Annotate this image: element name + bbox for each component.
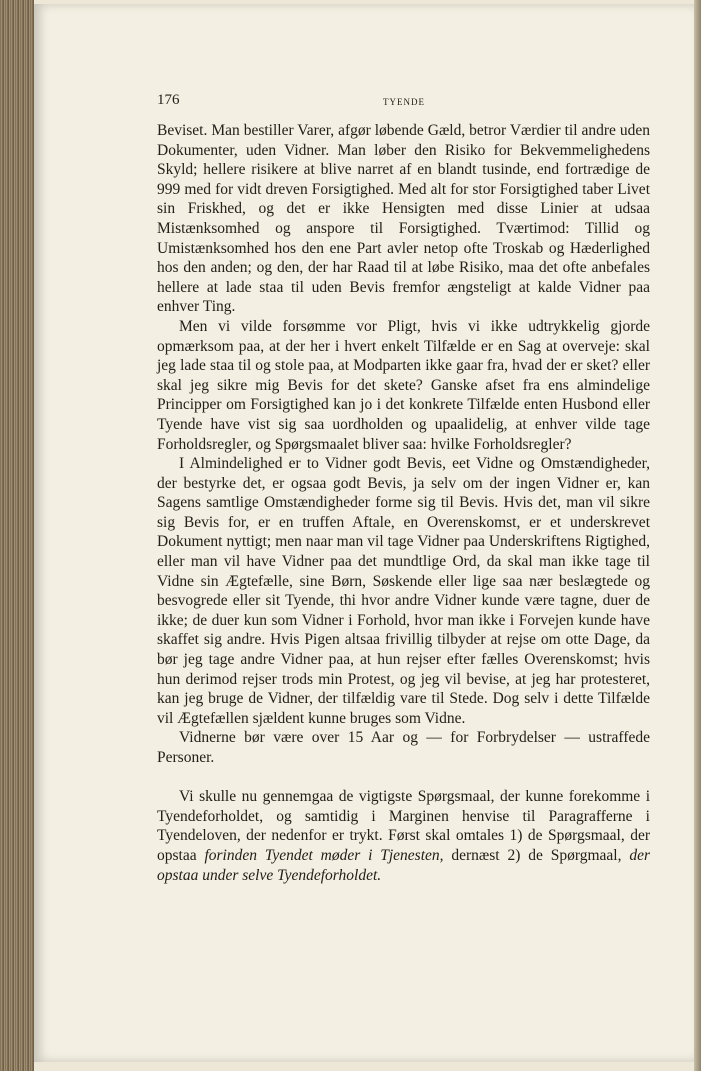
- paragraph: Beviset. Man bestiller Varer, afgør løbende Gæld, betror Værdier til andre uden Dokumenter, uden Vidner. Man løber den Risiko for Bekvemmelighedens Skyld; hellere risikere at blive narret af en blandt tusinde, end fortrædige de 999 med for vidt dreven Forsigtighed. Med alt for stor Forsigtighed taber Livet sin Friskhed, og det er ikke Hensigten med disse Linier at udsaa Mistænksomhed og anspore til Forsigtighed. Tværtimod: Tillid og Umistænksomhed hos den ene Part avler netop ofte Troskab og Hæderlighed hos den anden; og den, der har Raad til at løbe Risiko, maa det ofte anbefales hellere at lade staa til uden Bevis fremfor ængsteligt at kalde Vidner paa enhver Ting.: [157, 122, 650, 316]
- page-number: 176: [157, 92, 180, 108]
- final-middle: dernæst 2) de Spørgmaal,: [443, 846, 630, 864]
- page-header: [157, 92, 650, 112]
- paragraph: Men vi vilde forsømme vor Pligt, hvis vi ikke udtrykkelig gjorde opmærksom paa, at der her i hvert enkelt Tilfælde er en Sag at overveje: skal jeg lade staa til og stole paa, at Modparten ikke gaar fra, hvad der er sket? eller skal jeg sikre mig Bevis for det skete? Ganske afset fra ens almindelige Principper om Forsigtighed kan jo i det konkrete Tilfælde enten Husbond eller Tyende have vist sig saa uordholden og upaalidelig, at enhver vilde tage Forholdsregler, og Spørgsmaalet bliver saa: hvilke Forholdsregler?: [157, 317, 650, 453]
- page-edge: [694, 0, 701, 1071]
- book-spine: [0, 0, 34, 1071]
- paragraph: Vidnerne bør være over 15 Aar og — for Forbrydelser — ustraffede Personer.: [157, 729, 650, 766]
- italic-phrase-1: forinden Tyendet møder i Tjenesten,: [204, 846, 444, 864]
- running-title: TYENDE: [383, 97, 425, 107]
- body-text: [157, 121, 650, 885]
- final-paragraph: [157, 787, 650, 885]
- italic-phrase-2: der opstaa under selve Tyendeforholdet.: [157, 846, 650, 884]
- final-lead: Vi skulle nu gennemgaa de vigtigste Spørgsmaal, der kunne forekomme i Tyendeforholdet, og samtidig i Marginen henvise til Paragrafferne i Tyendeloven, der nedenfor er trykt. Først skal omtales 1) de Spørgsmaal, der opstaa: [157, 788, 650, 864]
- paragraph: I Almindelighed er to Vidner godt Bevis, eet Vidne og Omstændigheder, der bestyrke det, er ogsaa godt Bevis, ja selv om der ingen Vidner er, kan Sagens samtlige Omstændigheder forme sig til Bevis. Hvis det, man vil sikre sig Bevis for, er en truffen Aftale, en Overenskomst, er et underskrevet Dokument nyttigt; men naar man vil tage Vidner paa Underskriftens Rigtighed, eller man vil have Vidner paa det mundtlige Ord, da skal man ikke tage til Vidne sin Ægtefælle, sine Børn, Søskende eller lige saa nær beslægtede og besvogrede eller sit Tyende, thi hvor andre Vidner kunde være tagne, duer de ikke; de duer kun som Vidner i Forhold, hvor man ikke i Forvejen kunde have skaffet sig andre. Hvis Pigen altsaa frivillig tilbyder at rejse om otte Dage, da bør jeg tage andre Vidner paa, at hun rejser efter fælles Overenskomst; hvis hun derimod rejser trods min Protest, og jeg vil bevise, at jeg har protesteret, kan jeg bruge de Vidner, der tilfældig vare til Stede. Dog selv i dette Tilfælde vil Ægtefællen sjældent kunne bruges som Vidne.: [157, 455, 650, 727]
